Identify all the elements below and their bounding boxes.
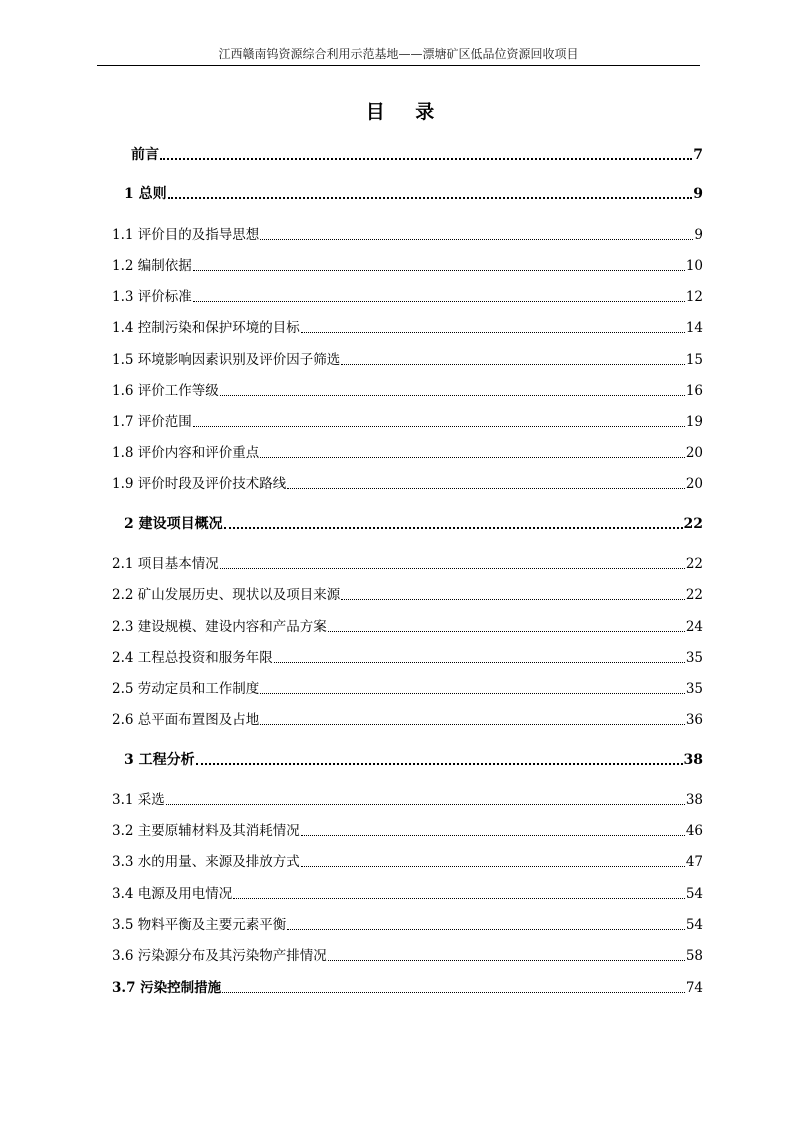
- toc-entry-2-2[interactable]: [112, 585, 703, 605]
- toc-label: 1.1 评价目的及指导思想: [112, 227, 260, 243]
- toc-leader: [193, 426, 685, 427]
- toc-page: 12: [685, 289, 703, 305]
- toc-page: 22: [685, 556, 703, 572]
- toc-page: 74: [685, 980, 703, 996]
- toc-page: 19: [685, 414, 703, 430]
- toc-entry-1-2[interactable]: [112, 256, 703, 276]
- toc-page: 22: [685, 587, 703, 603]
- toc-entry-1-9[interactable]: [112, 474, 703, 494]
- toc-leader: [220, 395, 685, 396]
- toc-leader: [260, 724, 685, 725]
- toc-entry-3-7[interactable]: [112, 978, 703, 998]
- toc-page: 20: [685, 476, 703, 492]
- toc-leader: [341, 364, 685, 365]
- toc-leader: [233, 898, 685, 899]
- toc-label: 3.5 物料平衡及主要元素平衡: [112, 917, 287, 933]
- toc-entry-chapter-2[interactable]: [124, 514, 703, 534]
- toc-label: 3 工程分析: [124, 752, 195, 768]
- toc-page: 58: [685, 948, 703, 964]
- toc-leader: [193, 301, 685, 302]
- toc-entry-2-6[interactable]: [112, 710, 703, 730]
- toc-page: 54: [685, 886, 703, 902]
- toc-label: 1.6 评价工作等级: [112, 383, 219, 399]
- toc-page: 36: [685, 712, 703, 728]
- toc-entry-2-3[interactable]: [112, 617, 703, 637]
- toc-page: 7: [693, 147, 703, 163]
- toc-entry-3-1[interactable]: [112, 790, 703, 810]
- toc-entry-preface[interactable]: [131, 145, 703, 165]
- toc-leader: [287, 929, 685, 930]
- header-rule: [97, 65, 700, 66]
- toc-page: 9: [693, 186, 703, 202]
- toc-label: 2.4 工程总投资和服务年限: [112, 650, 273, 666]
- toc-entry-3-3[interactable]: [112, 852, 703, 872]
- toc-label: 2.6 总平面布置图及占地: [112, 712, 260, 728]
- toc-label: 1.8 评价内容和评价重点: [112, 445, 260, 461]
- toc-entry-3-2[interactable]: [112, 821, 703, 841]
- toc-label: 1.2 编制依据: [112, 258, 192, 274]
- toc-leader: [193, 270, 685, 271]
- toc-leader: [168, 197, 693, 199]
- toc-label: 前言: [131, 147, 159, 163]
- toc-leader: [260, 693, 685, 694]
- toc-page: 10: [685, 258, 703, 274]
- toc-entry-1-5[interactable]: [112, 350, 703, 370]
- toc-page: 24: [685, 619, 703, 635]
- toc-entry-2-1[interactable]: [112, 554, 703, 574]
- toc-page: 9: [694, 227, 703, 243]
- toc-leader: [287, 488, 685, 489]
- toc-entry-1-4[interactable]: [112, 318, 703, 338]
- toc-label: 3.4 电源及用电情况: [112, 886, 233, 902]
- toc-leader: [224, 527, 683, 529]
- toc-leader: [328, 631, 685, 632]
- toc-leader: [196, 763, 683, 765]
- page-title: 目 录: [365, 101, 447, 123]
- toc-label: 1 总则: [124, 186, 167, 202]
- toc-label: 2.5 劳动定员和工作制度: [112, 681, 260, 697]
- toc-page: 22: [683, 516, 703, 532]
- toc-page: 38: [685, 792, 703, 808]
- toc-label: 1.7 评价范围: [112, 414, 192, 430]
- toc-leader: [222, 992, 685, 993]
- toc-page: 16: [685, 383, 703, 399]
- toc-label: 3.3 水的用量、来源及排放方式: [112, 854, 300, 870]
- toc-entry-1-1[interactable]: [112, 225, 703, 245]
- toc-entry-2-4[interactable]: [112, 648, 703, 668]
- toc-entry-1-8[interactable]: [112, 443, 703, 463]
- toc-leader: [341, 599, 685, 600]
- toc-entry-1-6[interactable]: [112, 381, 703, 401]
- toc-entry-2-5[interactable]: [112, 679, 703, 699]
- toc-label: 2.1 项目基本情况: [112, 556, 219, 572]
- toc-label: 1.3 评价标准: [112, 289, 192, 305]
- toc-label: 3.7 污染控制措施: [112, 980, 222, 996]
- toc-leader: [328, 960, 685, 961]
- toc-label: 3.6 污染源分布及其污染物产排情况: [112, 948, 327, 964]
- toc-leader: [301, 332, 685, 333]
- toc-label: 1.4 控制污染和保护环境的目标: [112, 320, 300, 336]
- toc-entry-3-4[interactable]: [112, 884, 703, 904]
- toc-page: 35: [685, 650, 703, 666]
- toc-page: 14: [685, 320, 703, 336]
- toc-entry-3-5[interactable]: [112, 915, 703, 935]
- toc-leader: [260, 457, 685, 458]
- toc-entry-1-3[interactable]: [112, 287, 703, 307]
- toc-leader: [166, 804, 685, 805]
- toc-page: 54: [685, 917, 703, 933]
- toc-leader: [274, 662, 685, 663]
- toc-entry-chapter-1[interactable]: [124, 184, 703, 204]
- toc-page: 20: [685, 445, 703, 461]
- toc-leader: [301, 866, 685, 867]
- toc-page: 15: [685, 352, 703, 368]
- toc-label: 2.3 建设规模、建设内容和产品方案: [112, 619, 327, 635]
- toc-entry-1-7[interactable]: [112, 412, 703, 432]
- toc-label: 3.2 主要原辅材料及其消耗情况: [112, 823, 300, 839]
- toc-page: 35: [685, 681, 703, 697]
- toc-page: 46: [685, 823, 703, 839]
- toc-label: 3.1 采选: [112, 792, 165, 808]
- toc-page: 38: [683, 752, 703, 768]
- toc-leader: [220, 568, 685, 569]
- toc-entry-chapter-3[interactable]: [124, 750, 703, 770]
- toc-label: 2.2 矿山发展历史、现状以及项目来源: [112, 587, 341, 603]
- toc-leader: [260, 239, 693, 240]
- toc-entry-3-6[interactable]: [112, 946, 703, 966]
- toc-label: 1.5 环境影响因素识别及评价因子筛选: [112, 352, 341, 368]
- running-header: 江西赣南钨资源综合利用示范基地——漂塘矿区低品位资源回收项目: [218, 47, 579, 61]
- toc-leader: [160, 158, 692, 160]
- toc-page: 47: [685, 854, 703, 870]
- toc-leader: [301, 835, 685, 836]
- toc-label: 2 建设项目概况: [124, 516, 223, 532]
- toc-label: 1.9 评价时段及评价技术路线: [112, 476, 287, 492]
